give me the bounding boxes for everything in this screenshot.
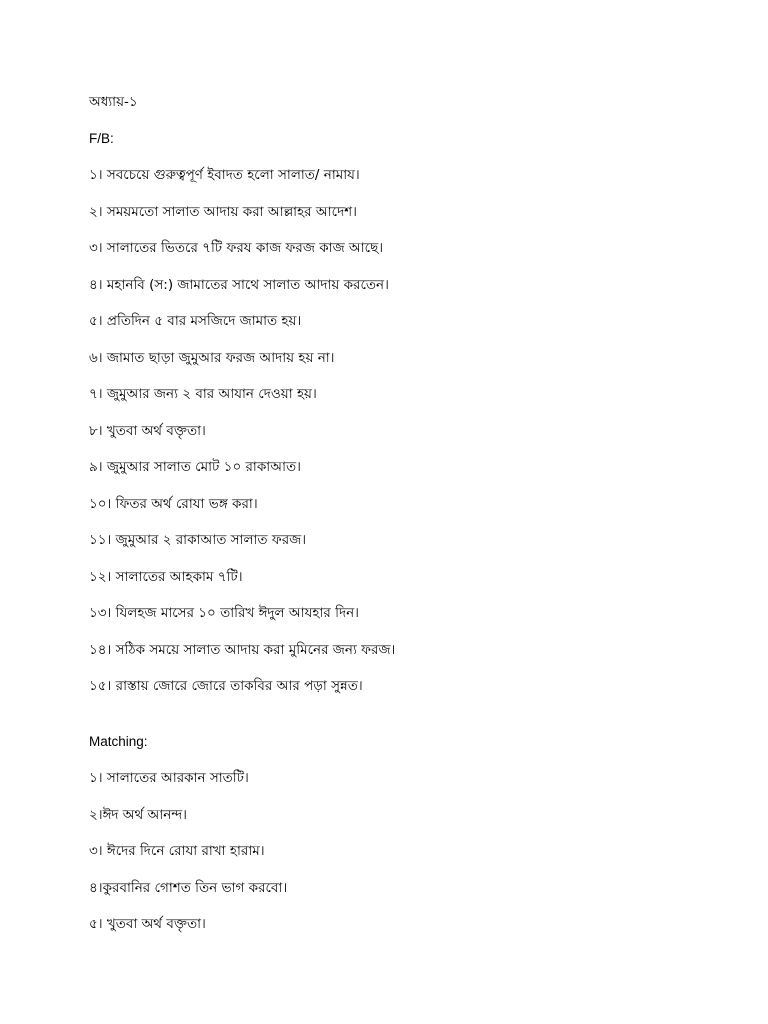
- fb-item: ১০। ফিতর অর্থ রোযা ভঙ্গ করা।: [89, 495, 258, 512]
- matching-item: ৫। খুতবা অর্থ বক্তৃতা।: [89, 916, 206, 932]
- matching-list: [89, 768, 729, 934]
- matching-item: ৪।কুরবানির গোশত তিন ভাগ করবো।: [89, 879, 288, 896]
- fb-heading: F/B:: [89, 130, 114, 146]
- fb-item: ৮। খুতবা অর্থ বক্তৃতা।: [89, 422, 206, 439]
- fb-item: ১৫। রাস্তায় জোরে জোরে তাকবির আর পড়া সুন্নত।: [89, 678, 363, 694]
- fb-item: ৬। জামাত ছাড়া জুমুআর ফরজ আদায় হয় না।: [89, 349, 335, 366]
- matching-item: ১। সালাতের আরকান সাতটি।: [89, 770, 249, 786]
- fb-item: ১৪। সঠিক সময়ে সালাত আদায় করা মুমিনের জন্য ফরজ।: [89, 641, 396, 658]
- chapter-title: অধ্যায়-১: [89, 94, 138, 110]
- fb-item: ২। সময়মতো সালাত আদায় করা আল্লাহর আদেশ।: [89, 203, 357, 220]
- fb-item: ১। সবচেয়ে গুরুত্বপূর্ণ ইবাদত হলো সালাত/ নামায।: [89, 167, 360, 183]
- fb-item: ১২। সালাতের আহকাম ৭টি।: [89, 568, 243, 585]
- fb-item: ১৩। যিলহজ মাসের ১০ তারিখ ঈদুল আযহার দিন।: [89, 605, 359, 621]
- fb-item: ৪। মহানবি (স:) জামাতের সাথে সালাত আদায় করতেন।: [89, 276, 389, 293]
- fb-item: ১১। জুমুআর ২ রাকাআত সালাত ফরজ।: [89, 532, 307, 548]
- fb-item: ৩। সালাতের ভিতরে ৭টি ফরয কাজ ফরজ কাজ আছে।: [89, 240, 384, 256]
- matching-item: ৩। ঈদের দিনে রোযা রাখা হারাম।: [89, 843, 265, 859]
- fb-item: ৯। জুমুআর সালাত মোট ১০ রাকাআত।: [89, 459, 301, 475]
- matching-heading: Matching:: [89, 733, 148, 749]
- document-page: [89, 92, 729, 951]
- fb-item: ৭। জুমুআর জন্য ২ বার আযান দেওয়া হয়।: [89, 386, 317, 402]
- fb-list: [89, 165, 729, 696]
- matching-item: ২।ঈদ অর্থ আনন্দ।: [89, 806, 187, 823]
- fb-item: ৫। প্রতিদিন ৫ বার মসজিদে জামাত হয়।: [89, 313, 302, 329]
- section-gap: [89, 713, 729, 732]
